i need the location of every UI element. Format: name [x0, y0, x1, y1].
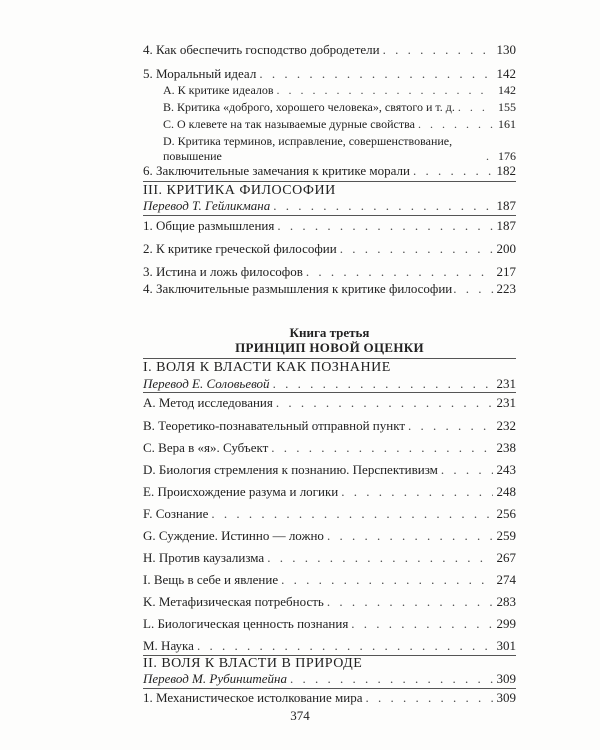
toc-entry	[143, 506, 516, 521]
toc-entry-page: 299	[496, 616, 516, 631]
toc-entry-page: 217	[496, 264, 516, 279]
leader-dots	[327, 528, 493, 543]
leader-dots	[306, 264, 493, 279]
toc-entry-title: B. Критика «доброго, хорошего человека», святого и т. д.	[163, 100, 455, 114]
translator-name: Перевод Е. Соловьевой	[143, 376, 270, 391]
leader-dots	[277, 83, 493, 98]
toc-entry-page: 223	[496, 281, 516, 296]
toc-entry-title: L. Биологическая ценность познания	[143, 616, 349, 631]
leader-dots	[290, 671, 493, 686]
toc-entry	[143, 440, 516, 455]
toc-entry-title: B. Теоретико-познавательный отправной пункт	[143, 418, 406, 433]
leader-dots	[486, 149, 493, 164]
leader-dots	[453, 281, 495, 296]
toc-entry-page: 161	[498, 117, 516, 131]
toc-entry-page: 187	[496, 198, 516, 213]
leader-dots	[458, 100, 493, 115]
section-heading: II. ВОЛЯ К ВЛАСТИ В ПРИРОДЕ	[143, 656, 363, 671]
toc-entry	[143, 594, 516, 609]
toc-entry-page: 309	[496, 690, 516, 705]
toc-entry-title: C. О клевете на так называемые дурные свойства	[163, 117, 415, 131]
leader-dots	[340, 241, 493, 256]
leader-dots	[276, 395, 493, 410]
toc-entry-page: 256	[496, 506, 516, 521]
translator-credit	[143, 671, 516, 686]
toc-entry-title: I. Вещь в себе и явление	[143, 572, 279, 587]
toc-entry-title: 6. Заключительные замечания к критике морали	[143, 163, 410, 178]
leader-dots	[271, 440, 493, 455]
toc-entry	[143, 528, 516, 543]
toc-entry-page: 231	[496, 376, 516, 391]
leader-dots	[351, 616, 493, 631]
leader-dots	[383, 42, 493, 57]
toc-entry	[143, 418, 516, 433]
book-title: ПРИНЦИП НОВОЙ ОЦЕНКИ	[235, 340, 424, 355]
toc-entry-title: M. Наука	[143, 638, 194, 653]
toc-entry-title: A. Метод исследования	[143, 395, 273, 410]
toc-entry-title: 2. К критике греческой философии	[143, 241, 337, 256]
toc-entry-title: D. Критика терминов, исправление, совершенствование, повышение	[163, 134, 453, 163]
toc-entry	[143, 42, 516, 57]
toc-entry-page: 200	[496, 241, 516, 256]
leader-dots	[197, 638, 493, 653]
toc-entry-page: 176	[498, 149, 516, 163]
toc-entry	[143, 66, 516, 81]
toc-entry-page: 301	[496, 638, 516, 653]
toc-entry	[143, 395, 516, 410]
toc-entry-page: 130	[496, 42, 516, 57]
toc-entry-page: 248	[496, 484, 516, 499]
toc-entry-title: H. Против каузализма	[143, 550, 265, 565]
toc-entry-title: 5. Моральный идеал	[143, 66, 257, 81]
toc-subentry	[163, 134, 516, 164]
leader-dots	[273, 198, 493, 213]
section-rule	[143, 392, 516, 393]
leader-dots	[413, 163, 493, 178]
toc-subentry	[163, 100, 516, 115]
toc-entry-page: 142	[498, 83, 516, 97]
section-rule	[143, 215, 516, 216]
translator-name: Перевод М. Рубинштейна	[143, 671, 288, 686]
toc-entry-title: 4. Как обеспечить господство добродетели	[143, 42, 380, 57]
toc-entry	[143, 550, 516, 565]
toc-entry-title: 3. Истина и ложь философов	[143, 264, 303, 279]
toc-entry-page: 243	[496, 462, 516, 477]
toc-entry	[143, 241, 516, 256]
toc-entry-page: 259	[496, 528, 516, 543]
toc-entry	[143, 638, 516, 653]
toc-entry-title: K. Метафизическая потребность	[143, 594, 324, 609]
leader-dots	[281, 572, 493, 587]
toc-entry-title: D. Биология стремления к познанию. Перспективизм	[143, 462, 438, 477]
toc-entry-title: 1. Механистическое истолкование мира	[143, 690, 363, 705]
toc-entry-title: 1. Общие размышления	[143, 218, 275, 233]
leader-dots	[365, 690, 493, 705]
leader-dots	[341, 484, 493, 499]
leader-dots	[327, 594, 493, 609]
toc-entry	[143, 264, 516, 279]
leader-dots	[273, 376, 493, 391]
toc-entry	[143, 572, 516, 587]
toc-entry-title: G. Суждение. Истинно — ложно	[143, 528, 324, 543]
toc-entry-page: 238	[496, 440, 516, 455]
toc-entry-page: 283	[496, 594, 516, 609]
toc-entry-title: C. Вера в «я». Субъект	[143, 440, 269, 455]
page-number: 374	[290, 708, 310, 723]
section-rule	[143, 358, 516, 359]
toc-entry-page: 182	[496, 163, 516, 178]
leader-dots	[418, 117, 493, 132]
toc-entry-title: 4. Заключительные размышления к критике философии	[143, 281, 453, 296]
toc-entry-page: 267	[496, 550, 516, 565]
toc-entry	[143, 462, 516, 477]
section-rule	[143, 688, 516, 689]
leader-dots	[277, 218, 493, 233]
toc-entry-page: 232	[496, 418, 516, 433]
leader-dots	[259, 66, 493, 81]
book-label: Книга третья	[289, 325, 370, 340]
leader-dots	[267, 550, 493, 565]
translator-name: Перевод Т. Гейликмана	[143, 198, 271, 213]
toc-entry-page: 231	[496, 395, 516, 410]
toc-entry	[143, 484, 516, 499]
section-heading: I. ВОЛЯ К ВЛАСТИ КАК ПОЗНАНИЕ	[143, 360, 391, 375]
toc-entry-title: E. Происхождение разума и логики	[143, 484, 339, 499]
toc-entry-page: 274	[496, 572, 516, 587]
toc-entry	[143, 281, 516, 296]
toc-entry-title: F. Сознание	[143, 506, 209, 521]
toc-entry	[143, 218, 516, 233]
toc-subentry	[163, 83, 516, 98]
section-rule	[143, 181, 516, 182]
toc-entry-page: 155	[498, 100, 516, 114]
leader-dots	[408, 418, 493, 433]
leader-dots	[441, 462, 493, 477]
translator-credit	[143, 376, 516, 391]
toc-entry-page: 142	[496, 66, 516, 81]
translator-credit	[143, 198, 516, 213]
toc-entry-page: 187	[496, 218, 516, 233]
toc-entry	[143, 690, 516, 705]
toc-entry-page: 309	[496, 671, 516, 686]
toc-subentry	[163, 117, 516, 132]
section-heading: III. КРИТИКА ФИЛОСОФИИ	[143, 183, 336, 198]
toc-entry-title: A. К критике идеалов	[163, 83, 274, 97]
toc-entry	[143, 163, 516, 178]
leader-dots	[211, 506, 493, 521]
toc-entry	[143, 616, 516, 631]
